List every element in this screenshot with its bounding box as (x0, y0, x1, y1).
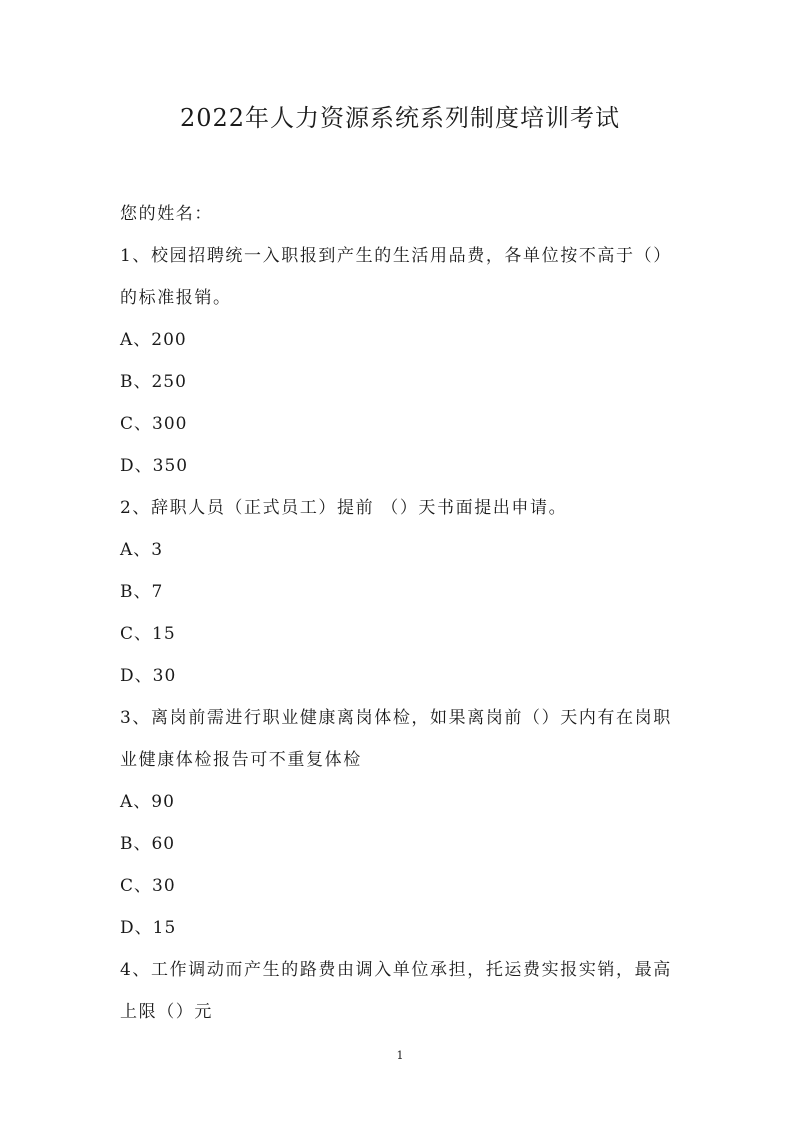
question-3-text-cont: 业健康体检报告可不重复体检 (120, 750, 362, 770)
question-2-option-d: D、30 (120, 666, 177, 686)
question-1-option-b: B、250 (120, 372, 187, 392)
question-2-option-c: C、15 (120, 624, 176, 644)
question-3-option-a: A、90 (120, 792, 175, 812)
question-2-option-a: A、3 (120, 540, 164, 560)
question-3-option-b: B、60 (120, 834, 176, 854)
question-1-option-c: C、300 (120, 414, 188, 434)
page-title: 2022年人力资源系统系列制度培训考试 (179, 104, 621, 132)
question-4-text: 4、工作调动而产生的路费由调入单位承担，托运费实报实销，最高 (120, 960, 672, 980)
question-1-text: 1、校园招聘统一入职报到产生的生活用品费，各单位按不高于（） (120, 246, 672, 266)
question-4-text-cont: 上限（）元 (120, 1002, 213, 1022)
question-2-option-b: B、7 (120, 582, 164, 602)
question-2-text: 2、辞职人员（正式员工）提前 （）天书面提出申请。 (120, 498, 568, 518)
name-prompt: 您的姓名： (120, 204, 213, 224)
page-number: 1 (396, 1049, 404, 1062)
question-3-option-d: D、15 (120, 918, 177, 938)
question-3-text: 3、离岗前需进行职业健康离岗体检，如果离岗前（）天内有在岗职 (120, 708, 672, 728)
question-1-option-a: A、200 (120, 330, 187, 350)
question-1-option-d: D、350 (120, 456, 189, 476)
question-1-text-cont: 的标准报销。 (120, 288, 232, 308)
question-3-option-c: C、30 (120, 876, 176, 896)
